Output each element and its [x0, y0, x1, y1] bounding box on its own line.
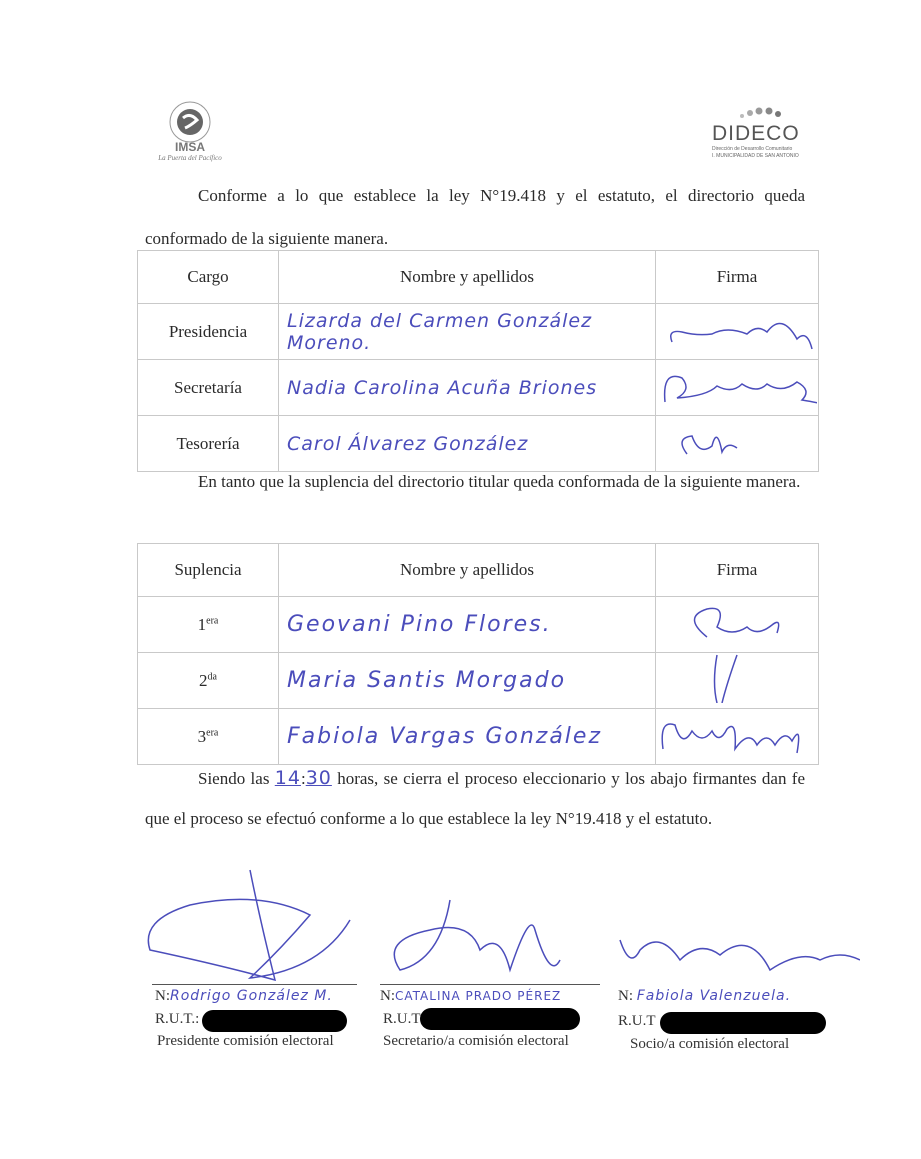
- dideco-logo-sub2: I. MUNICIPALIDAD DE SAN ANTONIO: [712, 153, 799, 159]
- role-label-3: Socio/a comisión electoral: [630, 1036, 790, 1052]
- closing-suffix: horas, se cierra el proceso eleccionario y los abajo firmantes dan fe que el proceso se efectuó conforme a lo que establece la ley N°19.418 y el estatuto.: [145, 769, 805, 828]
- firma-cell: [656, 360, 819, 416]
- signature-icon: [148, 870, 350, 980]
- signature-line-2: [380, 984, 600, 985]
- redaction-bar: [202, 1010, 347, 1032]
- signatory-1: [155, 988, 333, 1005]
- directorio-table: [137, 250, 819, 472]
- nombre-cell: Geovani Pino Flores.: [279, 597, 656, 653]
- signatory-3: [618, 988, 791, 1005]
- ordinal-suffix: da: [207, 670, 217, 682]
- role-label-2: Secretario/a comisión electoral: [383, 1033, 569, 1049]
- signature-line-1: [152, 984, 357, 985]
- header-firma: Firma: [656, 251, 819, 304]
- signature-icon: [657, 304, 817, 354]
- role-label-1: Presidente comisión electoral: [157, 1033, 334, 1049]
- rut-label-1: R.U.T.:: [155, 1011, 200, 1027]
- firma-cell: [656, 304, 819, 360]
- table-row: [138, 304, 819, 360]
- dideco-logo: [712, 104, 812, 164]
- dideco-logo-sub1: Dirección de Desarrollo Comunitario: [712, 146, 793, 152]
- closing-sep: :: [300, 769, 306, 788]
- imsa-logo: [145, 98, 235, 168]
- n-label: N:: [155, 988, 170, 1004]
- signatory-2: [380, 988, 561, 1005]
- ordinal-number: 2: [199, 670, 208, 690]
- header-suplencia: Suplencia: [138, 544, 279, 597]
- header-cargo: Cargo: [138, 251, 279, 304]
- rut-label-3: R.U.T: [618, 1013, 656, 1029]
- header-firma: Firma: [656, 544, 819, 597]
- nombre-cell: Fabiola Vargas González: [279, 709, 656, 765]
- nombre-cell: Carol Álvarez González: [279, 416, 656, 472]
- rut-label-2: R.U.T: [383, 1011, 421, 1027]
- signatory-name: Fabiola Valenzuela.: [636, 988, 792, 1004]
- redaction-bar: [660, 1012, 826, 1034]
- firma-cell: [656, 597, 819, 653]
- table-row: [138, 653, 819, 709]
- signature-icon: [657, 709, 817, 759]
- n-label: N:: [618, 988, 633, 1004]
- redaction-bar: [420, 1008, 580, 1030]
- signature-icon: [657, 597, 817, 647]
- ordinal-number: 3: [197, 726, 207, 746]
- nombre-cell: Nadia Carolina Acuña Briones: [279, 360, 656, 416]
- closing-minute: 30: [305, 767, 332, 789]
- firma-cell: [656, 709, 819, 765]
- table-header-row: [138, 544, 819, 597]
- n-label: N:: [380, 988, 395, 1004]
- signatory-name: CATALINA PRADO PÉREZ: [395, 989, 562, 1003]
- ordinal-suffix: era: [206, 614, 219, 626]
- cargo-cell: Presidencia: [138, 304, 279, 360]
- dideco-logo-text: DIDECO: [712, 122, 800, 145]
- table-header-row: [138, 251, 819, 304]
- table-row: [138, 360, 819, 416]
- closing-hour: 14: [274, 767, 301, 789]
- nombre-cell: Maria Santis Morgado: [279, 653, 656, 709]
- signatory-name: Rodrigo González M.: [170, 988, 333, 1004]
- ordinal-suffix: era: [206, 726, 219, 738]
- ordinal-number: 1: [197, 614, 207, 634]
- cargo-cell: Secretaría: [138, 360, 279, 416]
- signature-icon: [620, 940, 860, 970]
- table-row: [138, 709, 819, 765]
- signature-icon: [394, 900, 560, 970]
- suplencia-cell: [138, 709, 279, 765]
- signature-icon: [657, 416, 817, 466]
- suplencia-cell: [138, 597, 279, 653]
- header-nombre: Nombre y apellidos: [279, 544, 656, 597]
- closing-prefix: Siendo las: [198, 769, 270, 788]
- suplencia-cell: [138, 653, 279, 709]
- intro-paragraph: Conforme a lo que establece la ley N°19.418 y el estatuto, el directorio queda conformado de la siguiente manera.: [145, 186, 805, 248]
- closing-paragraph: [145, 758, 805, 839]
- firma-cell: [656, 653, 819, 709]
- table-row: [138, 597, 819, 653]
- cargo-cell: Tesorería: [138, 416, 279, 472]
- nombre-cell: Lizarda del Carmen González Moreno.: [279, 304, 656, 360]
- dideco-dots-icon: [712, 104, 812, 124]
- header-nombre: Nombre y apellidos: [279, 251, 656, 304]
- suplencia-paragraph: En tanto que la suplencia del directorio titular queda conformada de la siguiente manera.: [198, 472, 801, 491]
- suplencia-table: [137, 543, 819, 765]
- imsa-logo-tagline: La Puerta del Pacífico: [158, 154, 222, 162]
- signature-icon: [657, 653, 817, 703]
- signature-icon: [657, 360, 817, 410]
- imsa-logo-text: IMSA: [175, 140, 205, 154]
